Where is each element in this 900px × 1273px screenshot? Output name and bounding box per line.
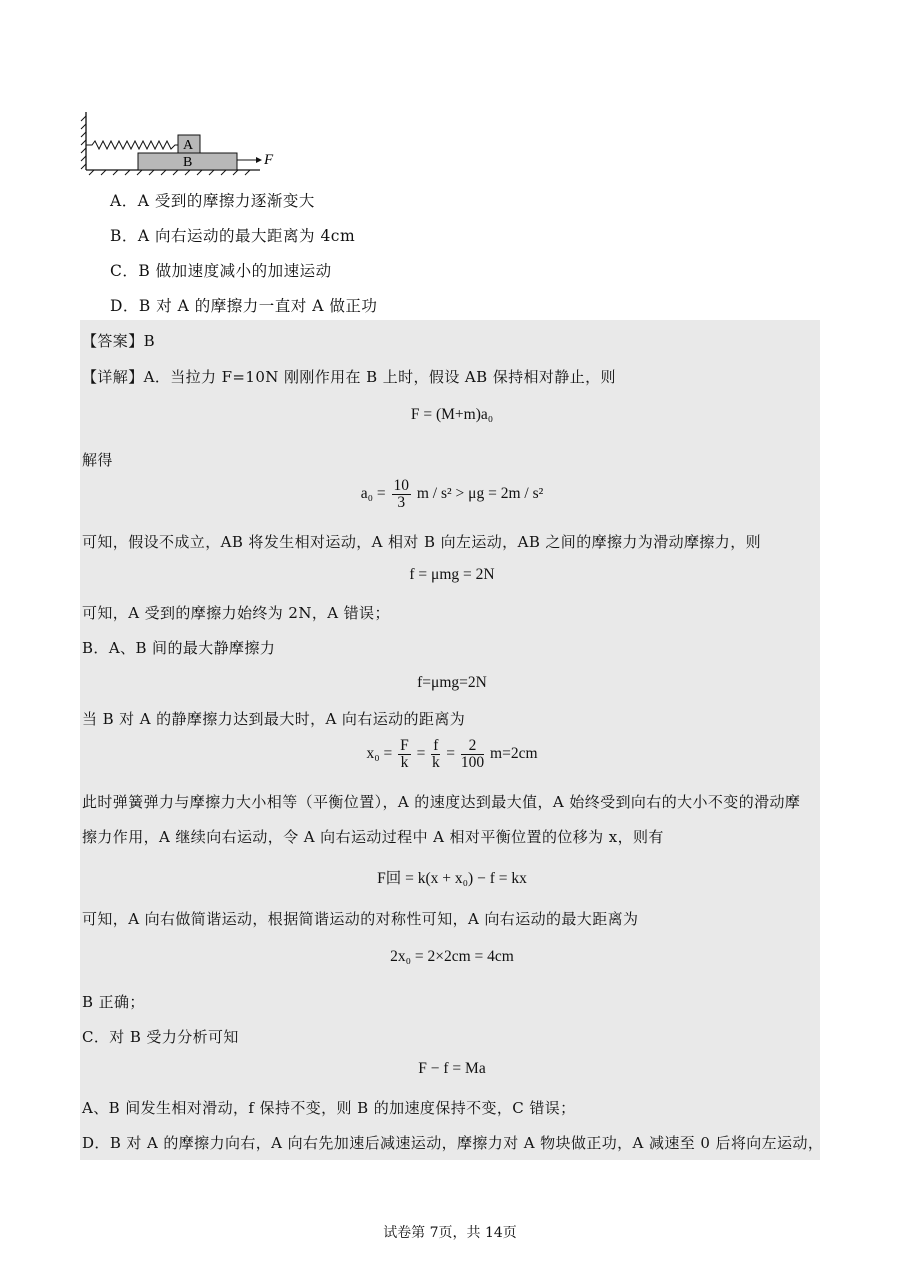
detail-p1: 可知，假设不成立，AB 将发生相对运动，A 相对 B 向左运动，AB 之间的摩擦力为滑动摩擦力，则 bbox=[82, 533, 762, 551]
detail-p4: 当 B 对 A 的静摩擦力达到最大时，A 向右运动的距离为 bbox=[82, 710, 466, 728]
answer-line: 【答案】B bbox=[82, 332, 156, 350]
detail-p6: 擦力作用，A 继续向右运动，令 A 向右运动过程中 A 相对平衡位置的位移为 x，则有 bbox=[82, 828, 664, 846]
detail-p2: 可知，A 受到的摩擦力始终为 2N，A 错误； bbox=[82, 604, 390, 622]
equation-7: 2x₀ = 2×2cm = 4cm bbox=[390, 948, 514, 965]
option-c: C．B 做加速度减小的加速运动 bbox=[110, 262, 332, 280]
option-b: B．A 向右运动的最大距离为 4cm bbox=[110, 227, 356, 245]
equation-8: F − f = Ma bbox=[418, 1060, 486, 1077]
equation-4: f=μmg=2N bbox=[417, 674, 487, 691]
force-label: F bbox=[264, 152, 274, 168]
spring bbox=[86, 141, 178, 149]
equation-5: x₀ = $\frac{F}{k}$ = $\frac{f}{k}$ = $\frac{2}{100}$ m=2cm bbox=[366, 737, 538, 771]
equation-3: f = μmg = 2N bbox=[409, 566, 495, 583]
spring-blocks-figure bbox=[80, 108, 290, 178]
detail-p8: B 正确； bbox=[82, 993, 145, 1011]
detail-p11: D．B 对 A 的摩擦力向右，A 向右先加速后减速运动，摩擦力对 A 物块做正功，A 减速至 0 后将向左运动， bbox=[82, 1134, 824, 1152]
detail-p10: A、B 间发生相对滑动，f 保持不变，则 B 的加速度保持不变，C 错误； bbox=[82, 1099, 576, 1117]
option-d: D．B 对 A 的摩擦力一直对 A 做正功 bbox=[110, 297, 378, 315]
option-a: A．A 受到的摩擦力逐渐变大 bbox=[110, 192, 315, 210]
equation-1: F = (M+m)a₀ bbox=[410, 406, 494, 423]
page-footer: 试卷第 7页，共 14页 bbox=[383, 1225, 517, 1241]
detail-p3: B．A、B 间的最大静摩擦力 bbox=[82, 639, 276, 657]
detail-p7: 可知，A 向右做简谐运动，根据简谐运动的对称性可知，A 向右运动的最大距离为 bbox=[82, 910, 639, 928]
detail-p9: C．对 B 受力分析可知 bbox=[82, 1028, 239, 1046]
block-b-label: B bbox=[183, 155, 193, 170]
detail-p5: 此时弹簧弹力与摩擦力大小相等（平衡位置），A 的速度达到最大值，A 始终受到向右的大小不变的滑动摩 bbox=[82, 793, 801, 811]
detail-intro: 【详解】A．当拉力 F=10N 刚刚作用在 B 上时，假设 AB 保持相对静止，则 bbox=[82, 368, 616, 386]
equation-2: a₀ = $\frac{10}{3}$ m / s² > μg = 2m / s² bbox=[360, 477, 544, 511]
detail-solve: 解得 bbox=[82, 451, 113, 469]
block-a-label: A bbox=[183, 138, 194, 153]
equation-6: F回 = k(x + x₀) − f = kx bbox=[377, 870, 527, 887]
